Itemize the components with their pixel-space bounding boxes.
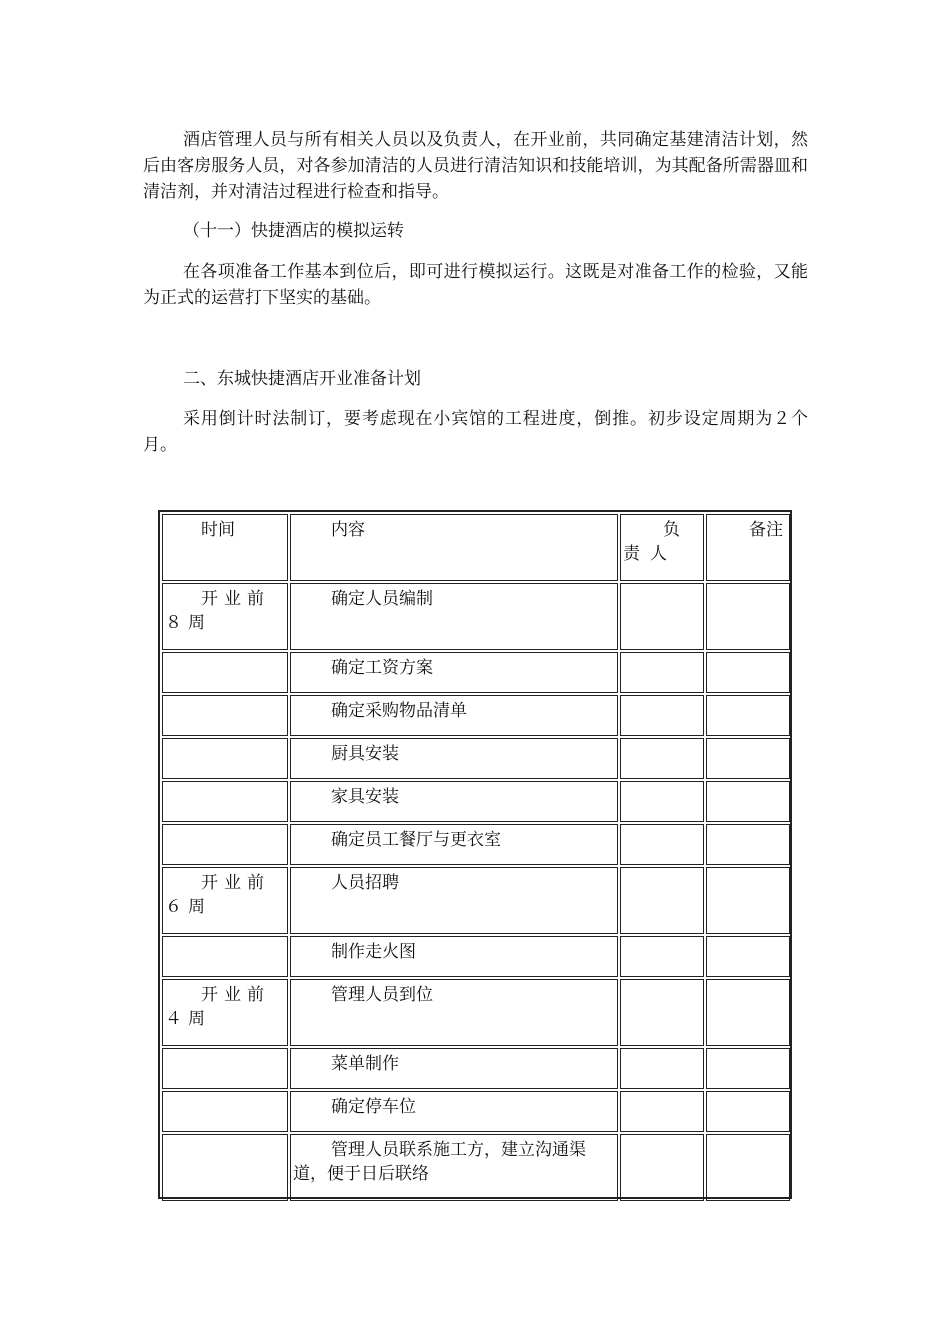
table-row — [162, 652, 790, 693]
cell-content: 确定人员编制 — [290, 583, 618, 650]
cell-content: 确定工资方案 — [290, 652, 618, 693]
header-time: 时间 — [162, 514, 288, 581]
cell-note — [706, 738, 790, 779]
cell-note — [706, 583, 790, 650]
cell-content: 菜单制作 — [290, 1048, 618, 1089]
table-row — [162, 824, 790, 865]
cell-person — [620, 824, 704, 865]
cell-person — [620, 781, 704, 822]
cell-person — [620, 1134, 704, 1201]
header-content: 内容 — [290, 514, 618, 581]
cell-person — [620, 583, 704, 650]
cell-person — [620, 695, 704, 736]
cell-note — [706, 867, 790, 934]
cell-content: 家具安装 — [290, 781, 618, 822]
paragraph-simulation: 在各项准备工作基本到位后，即可进行模拟运行。这既是对准备工作的检验，又能为正式的运营打下坚实的基础。 — [143, 262, 808, 308]
cell-note — [706, 979, 790, 1046]
cell-note — [706, 781, 790, 822]
table-row — [162, 1091, 790, 1132]
cell-note — [706, 824, 790, 865]
cell-person — [620, 738, 704, 779]
cell-content: 确定采购物品清单 — [290, 695, 618, 736]
cell-content: 厨具安装 — [290, 738, 618, 779]
table-row — [162, 583, 790, 650]
table-row — [162, 695, 790, 736]
cell-time — [162, 1091, 288, 1132]
table-row — [162, 781, 790, 822]
cell-time: 开业前６周 — [162, 867, 288, 934]
cell-time — [162, 936, 288, 977]
table-row — [162, 1048, 790, 1089]
cell-note — [706, 695, 790, 736]
cell-note — [706, 1134, 790, 1201]
cell-person — [620, 936, 704, 977]
section-heading-opening-plan: 二、东城快捷酒店开业准备计划 — [183, 369, 421, 389]
section-heading-simulation: （十一）快捷酒店的模拟运转 — [183, 221, 404, 241]
table-row — [162, 867, 790, 934]
cell-content: 确定员工餐厅与更衣室 — [290, 824, 618, 865]
cell-note — [706, 1048, 790, 1089]
cell-time — [162, 824, 288, 865]
paragraph-cleaning-plan: 酒店管理人员与所有相关人员以及负责人，在开业前，共同确定基建清洁计划，然后由客房服务人员，对各参加清洁的人员进行清洁知识和技能培训，为其配备所需器皿和清洁剂，并对清洁过程进行检查和指导。 — [143, 130, 808, 202]
cell-person — [620, 867, 704, 934]
cell-note — [706, 652, 790, 693]
table-row — [162, 936, 790, 977]
cell-time — [162, 1134, 288, 1201]
cell-content: 确定停车位 — [290, 1091, 618, 1132]
table-row — [162, 1134, 790, 1201]
cell-time — [162, 695, 288, 736]
cell-time — [162, 1048, 288, 1089]
header-person: 负责人 — [620, 514, 704, 581]
cell-note — [706, 1091, 790, 1132]
cell-time — [162, 781, 288, 822]
cell-note — [706, 936, 790, 977]
cell-person — [620, 652, 704, 693]
table-row — [162, 738, 790, 779]
cell-time — [162, 738, 288, 779]
cell-person — [620, 1091, 704, 1132]
table-row — [162, 979, 790, 1046]
cell-time: 开业前４周 — [162, 979, 288, 1046]
cell-content: 管理人员到位 — [290, 979, 618, 1046]
cell-content: 人员招聘 — [290, 867, 618, 934]
header-note: 备注 — [706, 514, 790, 581]
cell-time — [162, 652, 288, 693]
cell-person — [620, 1048, 704, 1089]
schedule-table-frame — [158, 510, 792, 1199]
paragraph-countdown-method: 采用倒计时法制订，要考虑现在小宾馆的工程进度，倒推。初步设定周期为２个月。 — [143, 409, 808, 455]
schedule-table — [160, 512, 792, 1203]
cell-content: 管理人员联系施工方，建立沟通渠道，便于日后联络 — [290, 1134, 618, 1201]
cell-content: 制作走火图 — [290, 936, 618, 977]
cell-person — [620, 979, 704, 1046]
cell-time: 开业前８周 — [162, 583, 288, 650]
table-header-row — [162, 514, 790, 581]
